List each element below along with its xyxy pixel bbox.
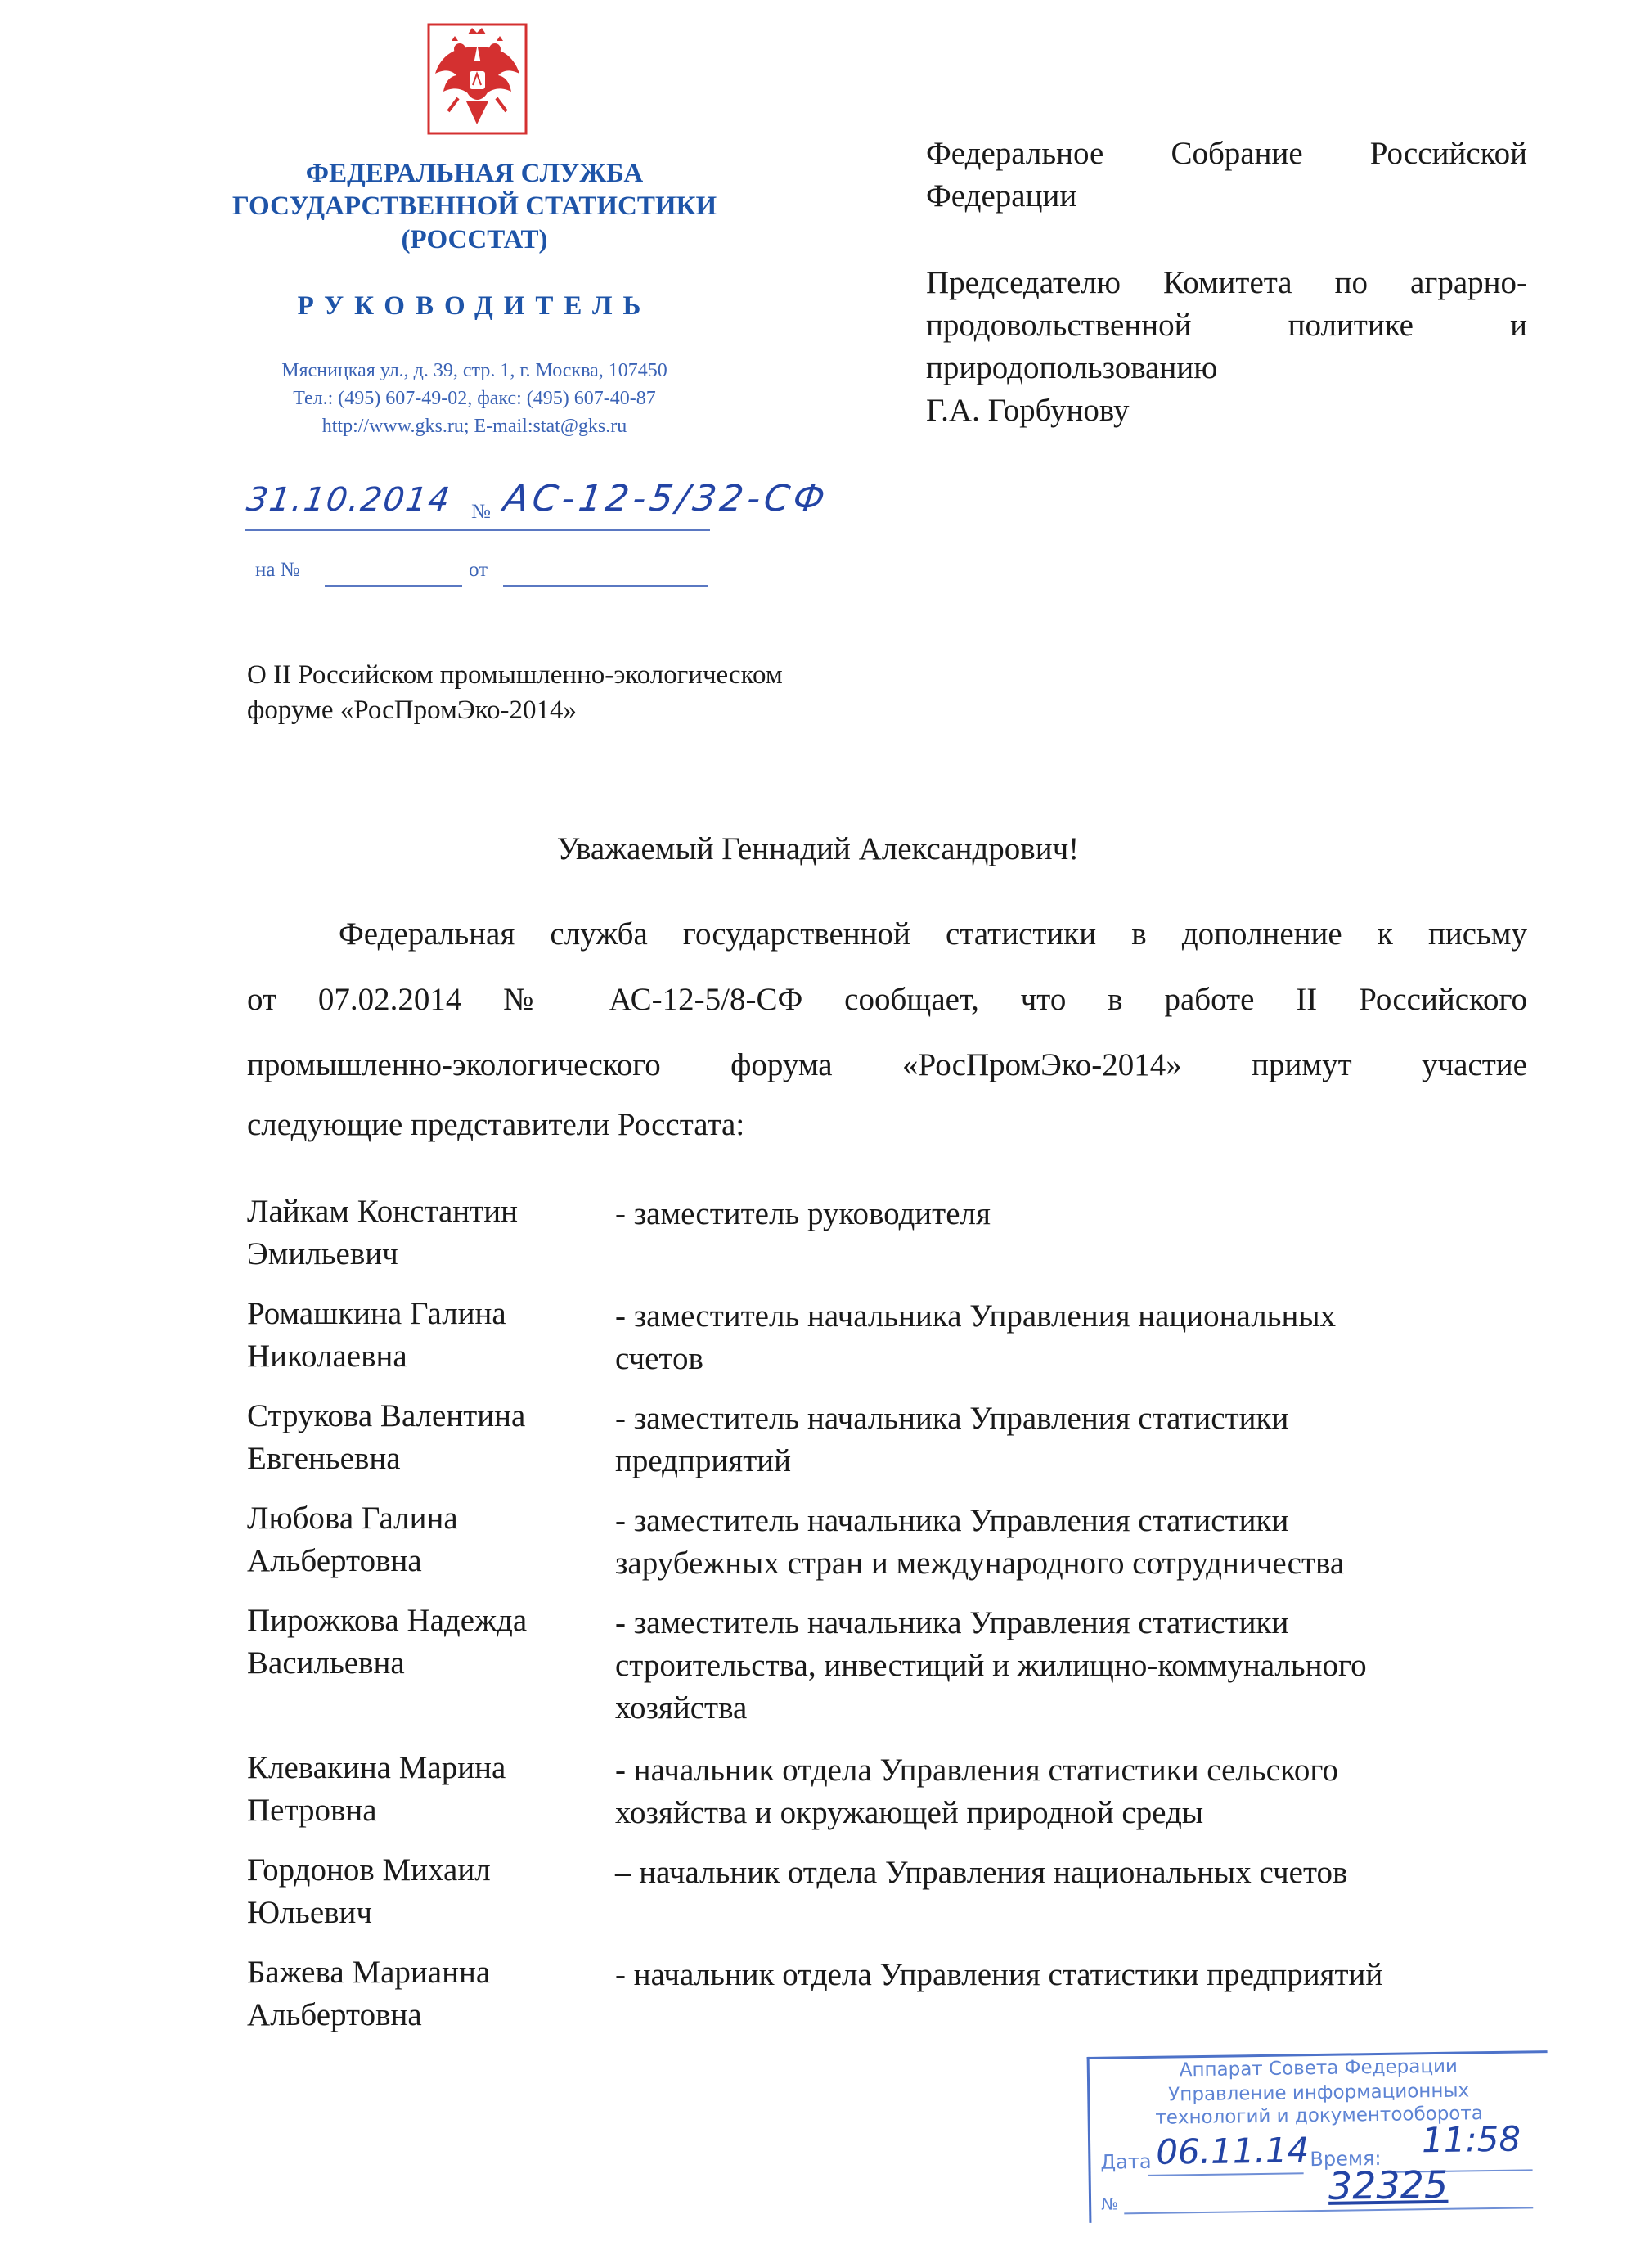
addressee-line3: Председателю Комитета по аграрно- — [926, 265, 1527, 300]
org-name-line3: (РОССТАТ) — [401, 225, 548, 254]
greeting: Уважаемый Геннадий Александрович! — [556, 831, 1080, 866]
body-line1: Федеральная служба государственной статистики в дополнение к письму — [339, 916, 1527, 952]
stamp-number: 32325 — [1328, 2162, 1449, 2208]
participant-position: - заместитель начальника Управления статистики предприятий — [615, 1401, 1289, 1478]
incoming-registration-stamp — [1087, 2050, 1550, 2223]
russian-coat-of-arms-emblem — [427, 23, 528, 135]
stamp-line2: Управление информационных — [1168, 2080, 1470, 2106]
participant-position: - заместитель начальника Управления статистики строительства, инвестиций и жилищно-коммунального хозяйства — [615, 1605, 1367, 1726]
stamp-line1: Аппарат Совета Федерации — [1179, 2055, 1458, 2081]
body-line2: от 07.02.2014 № АС-12-5/8-СФ сообщает, что в работе II Российского — [247, 982, 1527, 1017]
addressee-line2: Федерации — [926, 178, 1077, 214]
stamp-line3: технологий и документооборота — [1155, 2103, 1484, 2129]
body-line4: следующие представители Росстата: — [247, 1107, 745, 1142]
reference-number-label: на № — [255, 559, 300, 581]
org-web-email: http://www.gks.ru; E-mail:stat@gks.ru — [321, 416, 627, 437]
body-line3: промышленно-экологического форума «РосПромЭко-2014» примут участие — [247, 1047, 1527, 1082]
reference-number-blank — [325, 585, 462, 587]
subject-line2: форуме «РосПромЭко-2014» — [247, 695, 578, 725]
participant-position: - начальник отдела Управления статистики предприятий — [615, 1957, 1383, 1992]
registration-number-sign: № — [471, 501, 491, 523]
participant-position: - заместитель начальника Управления национальных счетов — [615, 1298, 1337, 1376]
stamp-time: 11:58 — [1421, 2118, 1521, 2161]
org-phones: Тел.: (495) 607-49-02, факс: (495) 607-40-87 — [293, 388, 656, 409]
registration-date: 31.10.2014 — [244, 481, 454, 519]
stamp-number-label: № — [1100, 2194, 1119, 2214]
stamp-date: 06.11.14 — [1155, 2130, 1310, 2172]
registration-number: АС-12-5/32-СФ — [501, 478, 832, 520]
addressee-line4: продовольственной политике и — [926, 308, 1527, 343]
org-address: Мясницкая ул., д. 39, стр. 1, г. Москва, 107450 — [281, 360, 667, 381]
participant-name: Лайкам Константин Эмильевич — [247, 1194, 518, 1271]
participant-name: Бажева Марианна Альбертовна — [247, 1955, 491, 2032]
participant-name: Ромашкина Галина Николаевна — [247, 1296, 506, 1374]
org-name-line1: ФЕДЕРАЛЬНАЯ СЛУЖБА — [305, 159, 644, 188]
addressee-line5: природопользованию — [926, 350, 1218, 385]
participant-position: - заместитель руководителя — [615, 1196, 991, 1231]
participant-name: Клевакина Марина Петровна — [247, 1750, 506, 1828]
stamp-date-label: Дата — [1100, 2149, 1152, 2174]
participant-position: – начальник отдела Управления национальных счетов — [615, 1855, 1348, 1890]
sender-position: РУКОВОДИТЕЛЬ — [297, 291, 652, 321]
participant-name: Гордонов Михаил Юльевич — [247, 1852, 491, 1930]
subject-line1: О II Российском промышленно-экологическом — [247, 660, 783, 690]
org-name-line2: ГОСУДАРСТВЕННОЙ СТАТИСТИКИ — [231, 191, 717, 221]
addressee-line6: Г.А. Горбунову — [926, 393, 1130, 428]
reference-date-label: от — [469, 559, 488, 581]
addressee-line1: Федеральное Собрание Российской — [926, 136, 1527, 171]
stamp-date-line — [1148, 2172, 1304, 2176]
participant-position: - заместитель начальника Управления статистики зарубежных стран и международного сотрудничества — [615, 1503, 1345, 1581]
participant-name: Любова Галина Альбертовна — [247, 1501, 458, 1578]
registration-underline — [245, 529, 710, 531]
reference-date-blank — [503, 585, 708, 587]
participant-position: - начальник отдела Управления статистики сельского хозяйства и окружающей природной среды — [615, 1753, 1338, 1830]
stamp-time-label: Время: — [1310, 2146, 1382, 2171]
participant-name: Пирожкова Надежда Васильевна — [247, 1603, 528, 1681]
participant-name: Струкова Валентина Евгеньевна — [247, 1398, 526, 1476]
